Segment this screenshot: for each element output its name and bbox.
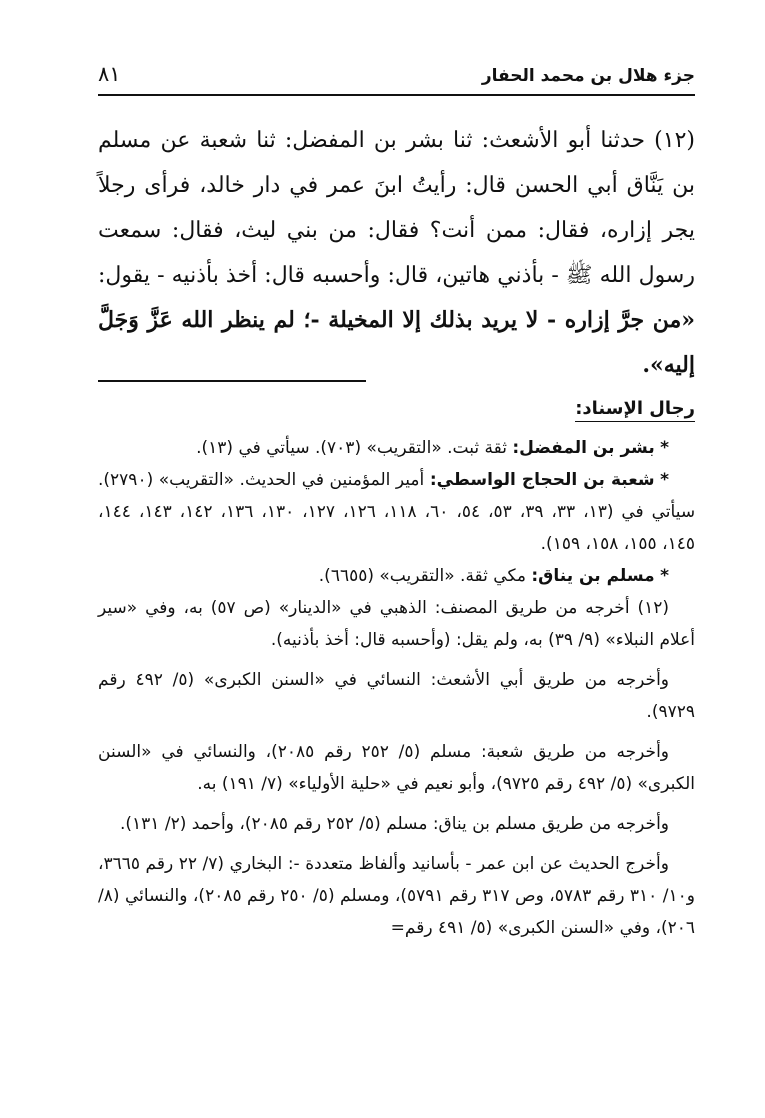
- narrator-name: مسلم بن يناق:: [531, 566, 655, 586]
- page-number: ٨١: [98, 62, 121, 86]
- running-title: جزء هلال بن محمد الحفار: [481, 66, 695, 86]
- narrator-name: بشر بن المفضل:: [512, 438, 655, 458]
- narrator-entry: [98, 432, 695, 464]
- hadith-paragraph: [98, 118, 695, 388]
- page-header: [98, 58, 695, 96]
- narrator-grade: ثقة ثبت. «التقريب» (٧٠٣). سيأتي في (١٣).: [196, 438, 507, 458]
- hadith-text: [98, 118, 695, 388]
- bullet-star: *: [660, 470, 669, 490]
- takhrij-paragraph: (١٢) أخرجه من طريق المصنف: الذهبي في «الدينار» (ص ٥٧) به، وفي «سير أعلام النبلاء» (٩/ ٣٩) به، ولم يقل: (وأحسبه قال: أخذ بأذنيه).: [98, 598, 695, 650]
- narrator-grade: أمير المؤمنين في الحديث. «التقريب» (٢٧٩٠). سيأتي في (١٣، ٣٣، ٣٩، ٥٣، ٥٤، ٦٠، ١١٨، ١٢٦، ١٢٧، ١٣٠، ١٣٦، ١٤٢، ١٤٣، ١٤٤، ١٤٥، ١٥٥، ١٥٨، ١٥٩).: [98, 470, 696, 554]
- takhrij-paragraph: وأخرجه من طريق شعبة: مسلم (٥/ ٢٥٢ رقم ٢٠٨٥)، والنسائي في «السنن الكبرى» (٥/ ٤٩٢ رقم ٩٧٢٥)، وأبو نعيم في «حلية الأولياء» (٧/ ١٩١) به.: [98, 742, 695, 794]
- notes-section: [98, 432, 695, 944]
- takhrij-paragraph: وأخرجه من طريق أبي الأشعث: النسائي في «السنن الكبرى» (٥/ ٤٩٢ رقم ٩٧٢٩).: [98, 670, 695, 722]
- takhrij-paragraph: وأخرجه من طريق مسلم بن يناق: مسلم (٥/ ٢٥٢ رقم ٢٠٨٥)، وأحمد (٢/ ١٣١).: [119, 814, 669, 834]
- bullet-star: *: [660, 566, 669, 586]
- narrator-grade: مكي ثقة. «التقريب» (٦٦٥٥).: [318, 566, 526, 586]
- takhrij-paragraph: وأخرج الحديث عن ابن عمر - بأسانيد وألفاظ متعددة -: البخاري (٧/ ٢٢ رقم ٣٦٦٥، و١٠/ ٣١٠ رقم ٥٧٨٣، وص ٣١٧ رقم ٥٧٩١)، ومسلم (٥/ ٢٥٠ رقم ٢٠٨٥)، والنسائي (٨/ ٢٠٦)، وفي «السنن الكبرى» (٥/ ٤٩١ رقم=: [98, 854, 695, 938]
- hadith-matn: «من جرَّ إزاره - لا يريد بذلك إلا المخيلة -؛ لم ينظر الله عَزَّ وَجَلَّ إليه».: [98, 307, 695, 378]
- footnote-divider: [98, 380, 366, 382]
- hadith-isnad-text: حدثنا أبو الأشعث: ثنا بشر بن المفضل: ثنا شعبة عن مسلم بن يَنَّاق أبي الحسن قال: رأيتُ ابنَ عمر في دار خالد، فرأى رجلاً يجر إزاره، فقال: ممن أنت؟ فقال: من بني ليث، فقال: سمعت رسول الله ﷺ - بأذني هاتين، قال: وأحسبه قال: أخذ بأذنيه - يقول:: [98, 128, 695, 288]
- bullet-star: *: [660, 438, 669, 458]
- hadith-number: (١٢): [654, 128, 695, 153]
- narrator-name: شعبة بن الحجاج الواسطي:: [429, 470, 655, 490]
- narrator-entry: [98, 560, 695, 592]
- rijal-section-title: رجال الإسناد:: [575, 398, 695, 422]
- narrator-entry: [98, 464, 695, 560]
